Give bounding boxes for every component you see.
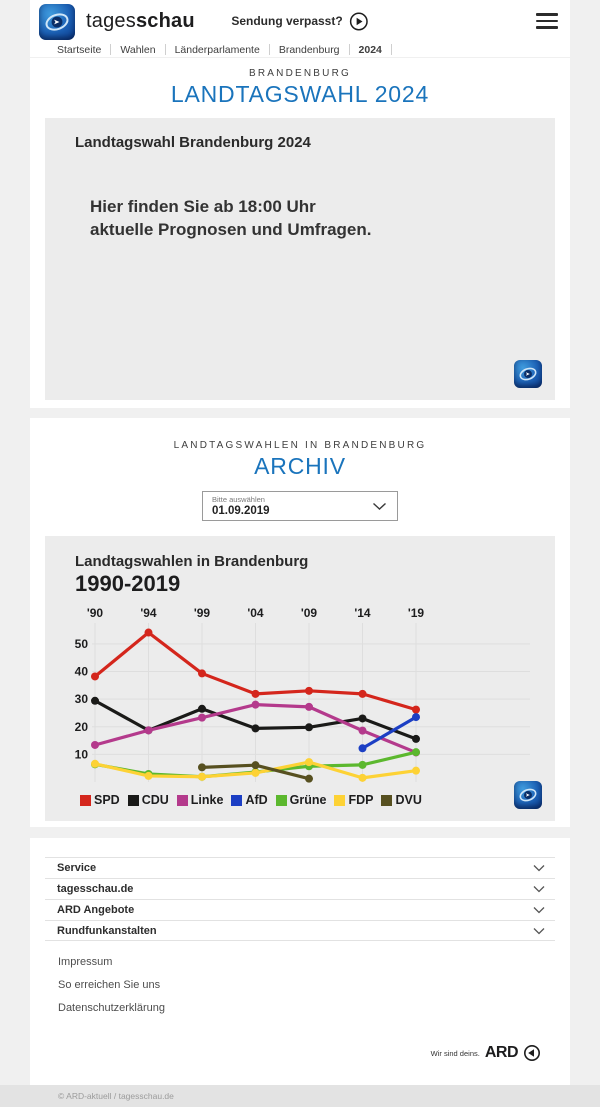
election-line-chart — [60, 601, 555, 793]
legend-item: DVU — [381, 793, 421, 807]
legend-item: Linke — [177, 793, 224, 807]
main-section — [30, 0, 570, 408]
archiv-title: ARCHIV — [254, 453, 346, 479]
tagesschau-logo — [514, 781, 542, 809]
globe-icon — [42, 7, 72, 37]
globe-icon — [517, 784, 539, 806]
copyright-text: © ARD-aktuell / tagesschau.de — [58, 1091, 174, 1101]
footer-link[interactable]: Datenschutzerklärung — [58, 1002, 166, 1014]
date-select-value: 01.09.2019 — [212, 505, 270, 517]
play-icon — [350, 12, 369, 31]
ard-brand-row — [30, 1044, 541, 1062]
svg-text:'90: '90 — [86, 606, 104, 620]
chevron-down-icon — [533, 927, 545, 935]
footer-section — [30, 838, 570, 1085]
accordion-row[interactable] — [45, 920, 555, 941]
globe-icon — [517, 363, 539, 385]
archiv-kicker: LANDTAGSWAHLEN IN BRANDENBURG — [173, 440, 427, 451]
legend-swatch — [276, 795, 287, 806]
breadcrumb-item[interactable]: Brandenburg — [278, 43, 340, 56]
svg-text:'14: '14 — [354, 606, 371, 620]
chart-box — [45, 536, 555, 821]
breadcrumb-separator — [391, 44, 392, 55]
archiv-section — [30, 418, 570, 827]
date-select-label: Bitte auswählen — [212, 495, 265, 504]
footer-accordion — [45, 857, 555, 941]
brand-wordmark[interactable]: tagesschau — [86, 9, 195, 32]
chart-title: Landtagswahlen in Brandenburg — [75, 553, 309, 570]
accordion-row[interactable] — [45, 899, 555, 920]
accordion-label: ARD Angebote — [57, 904, 135, 916]
tagesschau-logo[interactable] — [39, 4, 75, 40]
footer-links — [58, 956, 570, 1014]
legend-swatch — [381, 795, 392, 806]
legend-item: SPD — [80, 793, 120, 807]
svg-text:'99: '99 — [193, 606, 211, 620]
chart-legend — [80, 793, 555, 807]
section-kicker: BRANDENBURG — [249, 68, 351, 79]
tagesschau-logo — [514, 360, 542, 388]
legend-swatch — [177, 795, 188, 806]
legend-swatch — [231, 795, 242, 806]
breadcrumb-item[interactable]: Wahlen — [120, 43, 156, 56]
breadcrumb — [30, 42, 570, 58]
copyright-bar — [0, 1085, 600, 1107]
chevron-down-icon — [533, 885, 545, 893]
chart-subtitle: 1990-2019 — [75, 571, 181, 596]
legend-item: CDU — [128, 793, 169, 807]
svg-text:20: 20 — [74, 719, 88, 734]
accordion-label: Rundfunkanstalten — [57, 924, 157, 937]
ard-claim: Wir sind deins. — [430, 1048, 480, 1058]
site-header — [30, 0, 570, 42]
wahl-teaser-box — [45, 118, 555, 400]
legend-item: Grüne — [276, 793, 327, 807]
legend-swatch — [80, 795, 91, 806]
accordion-row[interactable] — [45, 857, 555, 878]
teaser-title: Landtagswahl Brandenburg 2024 — [75, 134, 311, 151]
page-title: LANDTAGSWAHL 2024 — [170, 81, 430, 107]
svg-text:'94: '94 — [140, 606, 157, 620]
legend-item: AfD — [231, 793, 267, 807]
accordion-label: tagesschau.de — [57, 883, 134, 895]
footer-link[interactable]: So erreichen Sie uns — [58, 979, 161, 991]
breadcrumb-item[interactable]: 2024 — [358, 43, 382, 56]
svg-text:30: 30 — [74, 692, 88, 707]
date-select[interactable] — [202, 491, 398, 521]
ard-wordmark: ARD — [484, 1044, 518, 1061]
chevron-down-icon — [533, 906, 545, 914]
svg-text:'09: '09 — [300, 606, 318, 620]
ard-circle-icon — [523, 1044, 541, 1062]
menu-icon[interactable] — [536, 10, 558, 32]
svg-text:10: 10 — [74, 747, 88, 762]
legend-swatch — [334, 795, 345, 806]
svg-text:40: 40 — [74, 664, 88, 679]
accordion-label: Service — [57, 862, 97, 874]
teaser-message: Hier finden Sie ab 18:00 Uhr aktuelle Prognosen und Umfragen. — [90, 197, 372, 239]
chevron-down-icon — [372, 502, 387, 511]
svg-text:50: 50 — [74, 636, 88, 651]
footer-link[interactable]: Impressum — [58, 956, 113, 968]
sendung-verpasst-button[interactable]: Sendung verpasst? — [231, 12, 368, 31]
chevron-down-icon — [533, 864, 545, 872]
breadcrumb-item[interactable]: Länderparlamente — [174, 43, 260, 56]
svg-text:'19: '19 — [407, 606, 425, 620]
svg-text:'04: '04 — [247, 606, 264, 620]
legend-swatch — [128, 795, 139, 806]
legend-item: FDP — [334, 793, 373, 807]
breadcrumb-item[interactable]: Startseite — [57, 43, 102, 56]
accordion-row[interactable] — [45, 878, 555, 899]
